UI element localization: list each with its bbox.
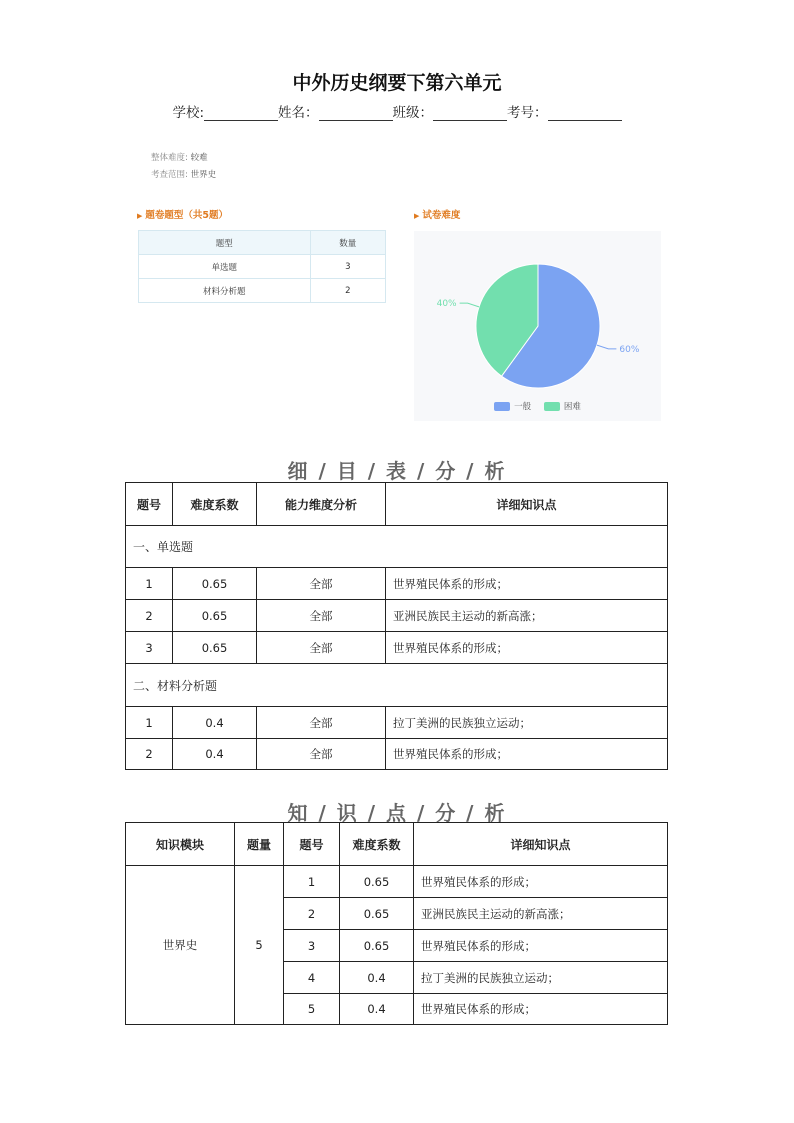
question-no-cell: 2 bbox=[126, 600, 173, 632]
legend-swatch bbox=[544, 402, 560, 411]
question-no-cell: 5 bbox=[284, 994, 340, 1025]
knowledge-cell: 世界殖民体系的形成； bbox=[386, 632, 668, 664]
school-blank[interactable] bbox=[204, 106, 278, 121]
question-count-cell: 5 bbox=[235, 866, 284, 1025]
table-row bbox=[126, 866, 668, 898]
difficulty-chart-heading bbox=[414, 207, 460, 221]
legend-item-normal[interactable] bbox=[494, 402, 531, 412]
name-label: 姓名： bbox=[278, 105, 319, 121]
column-header: 能力维度分析 bbox=[257, 483, 386, 526]
question-no-cell: 1 bbox=[126, 568, 173, 600]
difficulty-cell: 0.65 bbox=[173, 632, 257, 664]
question-no-cell: 3 bbox=[284, 930, 340, 962]
student-info-line bbox=[0, 101, 794, 121]
column-header: 详细知识点 bbox=[414, 823, 668, 866]
ability-cell: 全部 bbox=[257, 739, 386, 770]
column-header: 知识模块 bbox=[126, 823, 235, 866]
exam-no-label: 考号： bbox=[507, 105, 548, 121]
knowledge-cell: 世界殖民体系的形成； bbox=[414, 994, 668, 1025]
difficulty-meta bbox=[151, 151, 208, 163]
difficulty-cell: 0.65 bbox=[340, 930, 414, 962]
difficulty-cell: 0.4 bbox=[173, 739, 257, 770]
ability-cell: 全部 bbox=[257, 632, 386, 664]
detail-analysis-heading: 细 / 目 / 表 / 分 / 析 bbox=[287, 459, 507, 483]
table-row bbox=[126, 632, 668, 664]
pie-label-line-1 bbox=[460, 303, 479, 307]
type-cell: 单选题 bbox=[139, 255, 311, 279]
question-types-heading bbox=[137, 207, 228, 221]
section-name: 一、单选题 bbox=[126, 526, 668, 568]
type-cell: 材料分析题 bbox=[139, 279, 311, 303]
knowledge-cell: 拉丁美洲的民族独立运动； bbox=[414, 962, 668, 994]
difficulty-key: 整体难度: bbox=[151, 153, 188, 163]
detail-analysis-table bbox=[125, 482, 668, 770]
column-header: 题号 bbox=[284, 823, 340, 866]
knowledge-analysis-table bbox=[125, 822, 668, 1025]
knowledge-cell: 世界殖民体系的形成； bbox=[386, 739, 668, 770]
column-header: 难度系数 bbox=[173, 483, 257, 526]
section-row bbox=[126, 664, 668, 707]
section-name: 二、材料分析题 bbox=[126, 664, 668, 707]
question-no-cell: 3 bbox=[126, 632, 173, 664]
knowledge-cell: 世界殖民体系的形成； bbox=[414, 930, 668, 962]
legend-swatch bbox=[494, 402, 510, 411]
difficulty-cell: 0.4 bbox=[173, 707, 257, 739]
column-header: 数量 bbox=[310, 231, 385, 255]
difficulty-cell: 0.65 bbox=[340, 866, 414, 898]
column-header: 题型 bbox=[139, 231, 311, 255]
pie-data-label-0: 60% bbox=[619, 344, 640, 355]
difficulty-pie-chart bbox=[414, 231, 661, 421]
ability-cell: 全部 bbox=[257, 568, 386, 600]
column-header: 难度系数 bbox=[340, 823, 414, 866]
table-header-row bbox=[139, 231, 386, 255]
legend-item-hard[interactable] bbox=[544, 402, 581, 412]
table-row bbox=[139, 255, 386, 279]
question-no-cell: 1 bbox=[126, 707, 173, 739]
ability-cell: 全部 bbox=[257, 600, 386, 632]
knowledge-cell: 世界殖民体系的形成； bbox=[386, 568, 668, 600]
count-cell: 2 bbox=[310, 279, 385, 303]
chart-legend bbox=[414, 400, 661, 412]
knowledge-cell: 亚洲民族民主运动的新高涨； bbox=[386, 600, 668, 632]
table-header-row bbox=[126, 483, 668, 526]
question-no-cell: 1 bbox=[284, 866, 340, 898]
pie-chart-svg bbox=[414, 231, 661, 396]
triangle-bullet-icon: ▶ bbox=[137, 212, 143, 220]
difficulty-cell: 0.4 bbox=[340, 994, 414, 1025]
difficulty-cell: 0.65 bbox=[340, 898, 414, 930]
question-no-cell: 2 bbox=[126, 739, 173, 770]
difficulty-cell: 0.4 bbox=[340, 962, 414, 994]
pie-data-label-1: 40% bbox=[436, 299, 457, 310]
difficulty-chart-heading-text: 试卷难度 bbox=[422, 210, 461, 221]
knowledge-cell: 亚洲民族民主运动的新高涨； bbox=[414, 898, 668, 930]
table-row bbox=[126, 707, 668, 739]
triangle-bullet-icon: ▶ bbox=[414, 212, 420, 220]
difficulty-cell: 0.65 bbox=[173, 568, 257, 600]
column-header: 详细知识点 bbox=[386, 483, 668, 526]
knowledge-cell: 世界殖民体系的形成； bbox=[414, 866, 668, 898]
question-types-table bbox=[138, 230, 386, 303]
difficulty-cell: 0.65 bbox=[173, 600, 257, 632]
school-label: 学校: bbox=[172, 105, 205, 121]
column-header: 题量 bbox=[235, 823, 284, 866]
table-row bbox=[126, 568, 668, 600]
section-row bbox=[126, 526, 668, 568]
question-no-cell: 2 bbox=[284, 898, 340, 930]
column-header: 题号 bbox=[126, 483, 173, 526]
table-row bbox=[139, 279, 386, 303]
legend-label: 困难 bbox=[563, 402, 581, 412]
scope-key: 考查范围: bbox=[151, 170, 188, 180]
question-no-cell: 4 bbox=[284, 962, 340, 994]
difficulty-value: 较难 bbox=[190, 153, 208, 163]
knowledge-analysis-heading: 知 / 识 / 点 / 分 / 析 bbox=[287, 801, 507, 825]
knowledge-cell: 拉丁美洲的民族独立运动； bbox=[386, 707, 668, 739]
table-header-row bbox=[126, 823, 668, 866]
module-cell: 世界史 bbox=[126, 866, 235, 1025]
class-label: 班级： bbox=[392, 105, 434, 121]
scope-value: 世界史 bbox=[190, 170, 217, 180]
ability-cell: 全部 bbox=[257, 707, 386, 739]
count-cell: 3 bbox=[310, 255, 385, 279]
document-title: 中外历史纲要下第六单元 bbox=[292, 72, 502, 94]
name-blank[interactable] bbox=[319, 106, 393, 121]
class-blank[interactable] bbox=[433, 106, 507, 121]
pie-label-line-0 bbox=[597, 345, 616, 349]
question-types-heading-text: 题卷题型（共5题） bbox=[145, 210, 229, 221]
table-row bbox=[126, 739, 668, 770]
scope-meta bbox=[151, 168, 216, 180]
legend-label: 一般 bbox=[514, 402, 532, 412]
exam-no-blank[interactable] bbox=[548, 106, 622, 121]
table-row bbox=[126, 600, 668, 632]
